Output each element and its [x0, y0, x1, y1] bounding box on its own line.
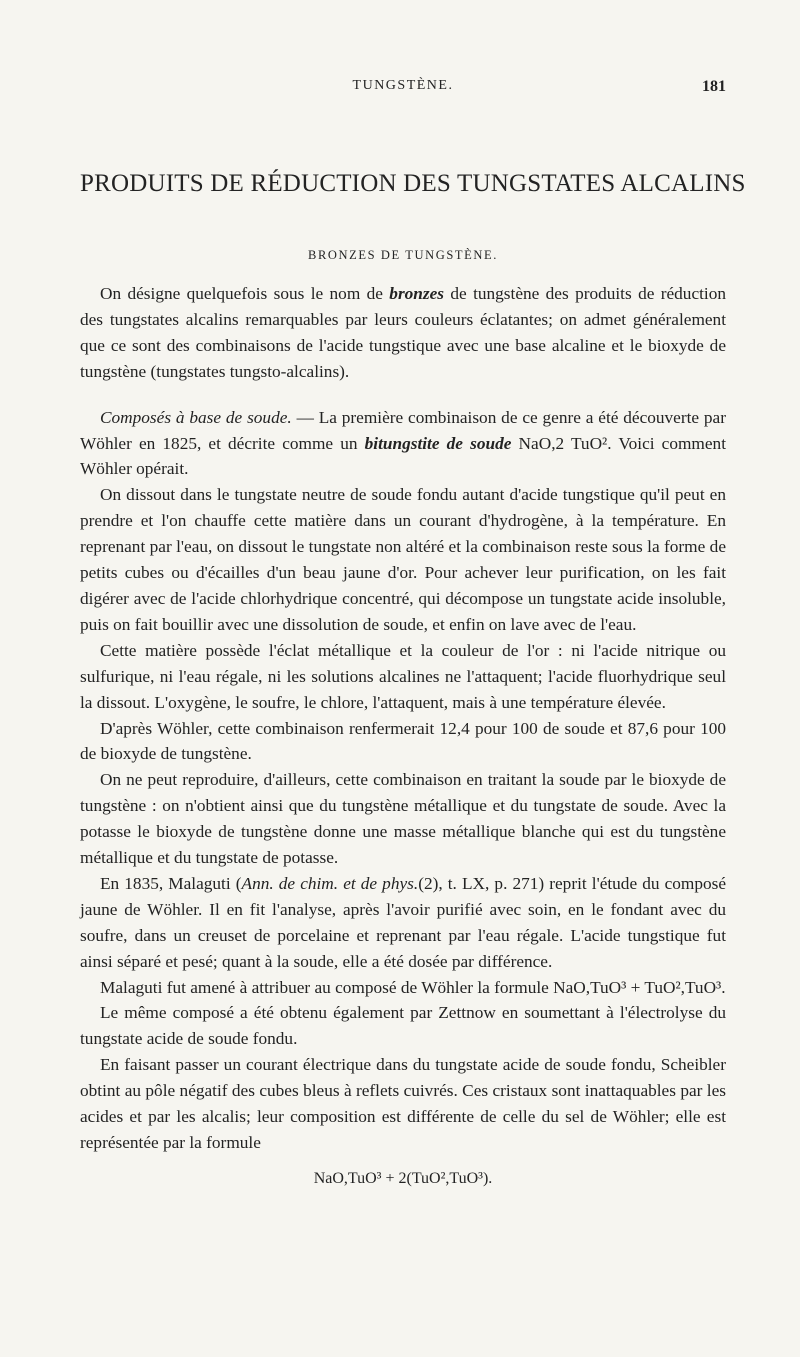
subsection-heading-soude: Composés à base de soude. — [100, 407, 292, 427]
paragraph-10: En faisant passer un courant électrique dans du tungstate acide de soude fondu, Scheibler obtint au pôle négatif des cubes bleus à reflets cuivrés. Ces cristaux sont inattaquables par les acides et par les alcalis; leur composition est différente de celle du sel de Wöhler; elle est représentée par la formule — [80, 1055, 726, 1152]
section-title: BRONZES DE TUNGSTÈNE. — [308, 248, 498, 262]
chapter-title: PRODUITS DE RÉDUCTION DES TUNGSTATES ALCALINS — [80, 170, 746, 197]
page — [80, 78, 746, 1192]
term-bronzes: bronzes — [389, 284, 445, 303]
paragraph-4: Cette matière possède l'éclat métallique et la couleur de l'or : ni l'acide nitrique ou sulfurique, ni l'eau régale, ni les solutions alcalines ne l'attaquent; l'acide fluorhydrique seul la dissout. L'oxygène, le soufre, le chlore, l'attaquent, mais à une température élevée. — [80, 640, 726, 712]
paragraph-1-text-c: de tungstène des produits de réduction des tungstates alcalins remarquables par leurs couleurs éclatantes; on admet généralement que ce sont des combinaisons de l'acide tungstique avec une base alcaline et le bioxyde de tungstène (tungstates tungsto-alcalins). — [80, 284, 727, 381]
page-number: 181 — [702, 78, 726, 95]
paragraph-7-text-c: (2), t. LX, p. 271) reprit l'étude du composé jaune de Wöhler. Il en fit l'analyse, après l'avoir purifié avec soin, en le fondant avec du soufre, dans un creuset de porcelaine et reprenant par l'eau régale. L'acide tungstique fut ainsi séparé et pesé; quant à la soude, elle a été dosée par différence. — [80, 873, 727, 971]
paragraph-7 — [80, 871, 726, 975]
paragraph-1-text-a: On désigne quelquefois sous le nom de — [100, 284, 390, 303]
paragraph-5: D'après Wöhler, cette combinaison renfermerait 12,4 pour 100 de soude et 87,6 pour 100 de bioxyde de tungstène. — [80, 718, 726, 764]
paragraph-2-text-b: — La première combinaison de ce genre a été découverte par Wöhler en 1825, et décrite comme un — [80, 407, 726, 453]
term-bitungstite: bitungstite de soude — [364, 433, 512, 453]
paragraph-8: Malaguti fut amené à attribuer au composé de Wöhler la formule NaO,TuO³ + TuO²,TuO³. — [100, 977, 726, 997]
paragraph-6: On ne peut reproduire, d'ailleurs, cette combinaison en traitant la soude par le bioxyde de tungstène : on n'obtient ainsi que du tungstène métallique et du tungstate de soude. Avec la potasse le bioxyde de tungstène donne une masse métallique blanche qui est du tungstène métallique et du tungstate de potasse. — [80, 770, 726, 868]
paragraph-7-text-a: En 1835, Malaguti ( — [100, 873, 242, 893]
running-head — [80, 78, 726, 108]
body-text — [80, 281, 726, 1192]
paragraph-2-text-d: NaO,2 TuO². Voici comment Wöhler opérait. — [80, 433, 726, 479]
citation-journal: Ann. de chim. et de phys. — [241, 873, 419, 893]
running-title: TUNGSTÈNE. — [352, 78, 454, 93]
formula: NaO,TuO³ + 2(TuO²,TuO³). — [313, 1169, 493, 1187]
paragraph-1 — [80, 281, 726, 385]
paragraph-3: On dissout dans le tungstate neutre de soude fondu autant d'acide tungstique qu'il peut en prendre et l'on chauffe cette matière dans un courant d'hydrogène, à la température. En reprenant par l'eau, on dissout le tungstate non altéré et la combinaison reste sous la forme de petits cubes ou d'écailles d'un beau jaune d'or. Pour achever leur purification, on les fait digérer avec de l'acide chlorhydrique concentré, qui décompose un tungstate acide insoluble, puis on fait bouillir avec une dissolution de soude, et enfin on lave avec de l'eau. — [80, 485, 726, 634]
paragraph-9: Le même composé a été obtenu également par Zettnow en soumettant à l'électrolyse du tungstate acide de soude fondu. — [80, 1003, 726, 1049]
paragraph-2 — [80, 405, 726, 483]
